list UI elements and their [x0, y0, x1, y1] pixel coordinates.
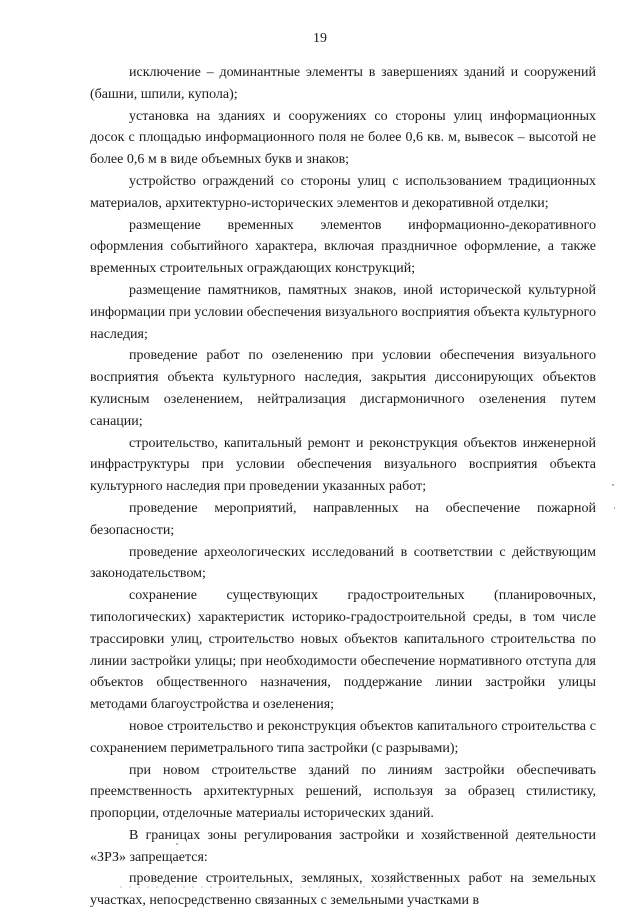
- scan-footer-noise: [120, 886, 460, 888]
- page-number: 19: [313, 31, 327, 46]
- paragraph-12: при новом строительстве зданий по линиям застройки обеспечивать преемственность архитектурных решений, используя за образец стилистику, пропорции, отделочные материалы исторических зданий.: [90, 762, 596, 822]
- scan-speck: [176, 843, 178, 845]
- paragraph-5: размещение памятников, памятных знаков, иной исторической культурной информации при условии обеспечения визуального восприятия объекта культурного наследия;: [90, 282, 596, 342]
- paragraph-10: сохранение существующих градостроительных (планировочных, типологических) характеристик историко-градостроительной среды, в том числе трассировки улиц, строительство новых объектов капитального строительства по линии застройки улицы; при необходимости обеспечение нормативного отступа для объектов общественного назначения, поддержание линии застройки улицы методами благоустройства и озеленения;: [90, 588, 596, 713]
- paragraph-1: исключение – доминантные элементы в завершениях зданий и сооружений (башни, шпили, купола);: [90, 65, 596, 102]
- paragraph-11: новое строительство и реконструкция объектов капитального строительства с сохранением периметрального типа застройки (с разрывами);: [90, 718, 596, 756]
- paragraph-14: проведение строительных, земляных, хозяйственных работ на земельных участках, непосредственно связанных с земельными участками в: [90, 871, 596, 909]
- paragraph-9: проведение археологических исследований в соответствии с действующим законодательством;: [90, 544, 596, 582]
- scan-speck: [614, 507, 615, 509]
- document-body: [90, 62, 596, 912]
- paragraph-4: размещение временных элементов информационно-декоративного оформления событийного характера, включая праздничное оформление, а также временных строительных ограждающих конструкций;: [90, 217, 596, 277]
- scan-speck: [612, 484, 614, 486]
- paragraph-7: строительство, капитальный ремонт и реконструкция объектов инженерной инфраструктуры при условии обеспечения визуального восприятия объекта культурного наследия при проведении указанных работ;: [90, 435, 596, 495]
- paragraph-13: В границах зоны регулирования застройки и хозяйственной деятельности «ЗРЗ» запрещается:: [90, 827, 596, 865]
- paragraph-8: проведение мероприятий, направленных на обеспечение пожарной безопасности;: [90, 500, 596, 538]
- paragraph-2: установка на зданиях и сооружениях со стороны улиц информационных досок с площадью информационного поля не более 0,6 кв. м, вывесок – высотой не более 0,6 м в виде объемных букв и знаков;: [90, 108, 596, 168]
- paragraph-3: устройство ограждений со стороны улиц с использованием традиционных материалов, архитектурно-исторических элементов и декоративной отделки;: [90, 173, 596, 211]
- paragraph-6: проведение работ по озеленению при условии обеспечения визуального восприятия объекта культурного наследия, закрытия диссонирующих объектов кулисным озеленением, нейтрализация дисгармоничного озеленения путем санации;: [90, 348, 596, 429]
